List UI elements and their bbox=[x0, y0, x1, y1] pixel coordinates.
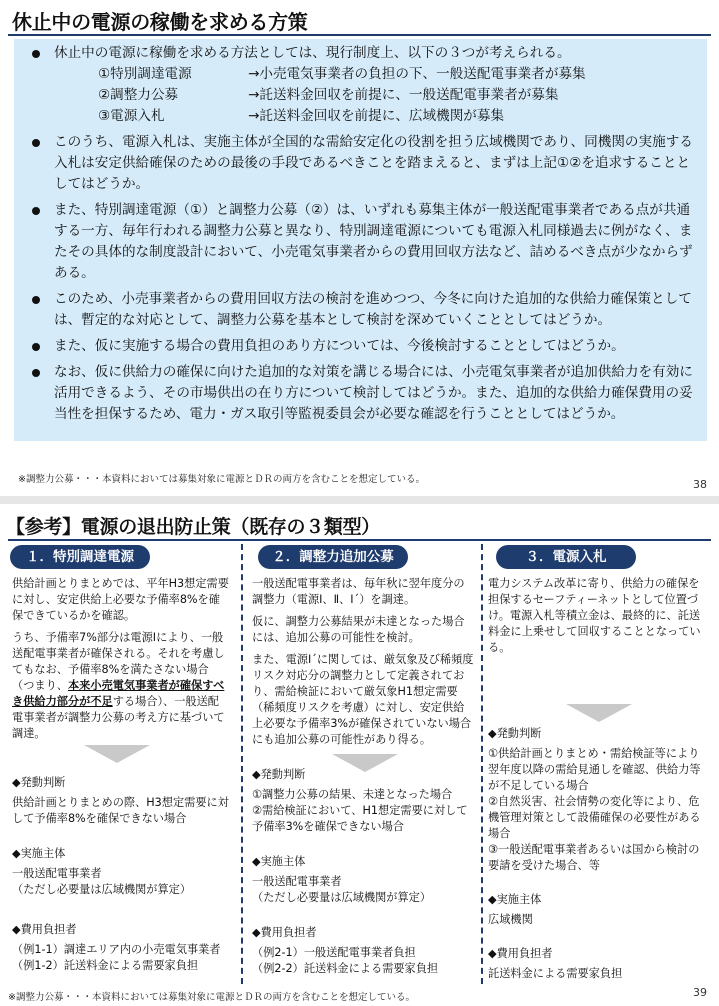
footnote: ※調整力公募・・・本資料においては募集対象に電源とＤＲの両方を含むことを想定している。 bbox=[8, 992, 415, 1003]
page-number: 38 bbox=[693, 478, 707, 491]
paragraph: 一般送配電事業者は、毎年秋に翌年度分の調整力（電源Ⅰ、Ⅱ、Ⅰ´）を調達。 bbox=[252, 577, 465, 606]
paragraph: また、電源Ⅰ´に関しては、厳気象及び稀頻度リスク対応分の調整力として定義されており、需給検証において厳気象H1想定需要（稀頻度リスクを考慮）に対し、安定供給上必要な予備率3%が確保されていない場合にも追加公募の可能性があり得る。 bbox=[252, 653, 474, 746]
bullet-dot-icon bbox=[32, 50, 40, 58]
bullet-dot-icon bbox=[32, 343, 40, 351]
bullet-text: このうち、電源入札は、実施主体が全国的な需給安定化の役割を担う広域機関であり、同機関の実施する入札は安定供給確保のための最後の手段であるべきことを踏まえると、まずは上記①②を追求することとしてはどうか。 bbox=[54, 134, 693, 192]
bullet-text: このため、小売事業者からの費用回収方法の検討を進めつつ、今冬に向けた追加的な供給力確保策としては、暫定的な対応として、調整力公募を基本として検討を深めていくこととしてはどうか。 bbox=[54, 291, 692, 328]
section-text: （ただし必要量は広域機関が算定） bbox=[12, 883, 192, 896]
down-arrow-icon bbox=[84, 745, 150, 763]
down-arrow-icon bbox=[566, 704, 632, 722]
section-heading: ◆費用負担者 bbox=[12, 923, 77, 936]
section-text: ②自然災害、社会情勢の変化等により、危機管理対策として設備確保の必要性がある場合 bbox=[488, 795, 701, 840]
section-text: （例2-1）一般送配電事業者負担 bbox=[252, 946, 416, 959]
method-row bbox=[54, 85, 693, 106]
paragraph-text: する場合）、一般送配電事業者が調整力公募の考え方に基づいて調達。 bbox=[12, 695, 225, 740]
bullet-text: また、仮に実施する場合の費用負担のあり方については、今後検討することとしてはどうか。 bbox=[54, 338, 625, 354]
title-underline bbox=[8, 539, 711, 541]
column-divider bbox=[481, 544, 483, 984]
method-desc: →小売電気事業者の負担の下、一般送配電事業者が募集 bbox=[248, 66, 586, 82]
bullet-text: 休止中の電源に稼働を求める方法としては、現行制度上、以下の３つが考えられる。 bbox=[54, 45, 571, 61]
column-2-trigger bbox=[252, 767, 476, 835]
bullet-item bbox=[32, 336, 693, 357]
bullet-item bbox=[32, 200, 693, 284]
column-1-description bbox=[12, 576, 230, 748]
emphasis-text: 本来小売電気事業者が確保すべき供給力部分が不足 bbox=[12, 679, 225, 708]
slide-title: 【参考】電源の退出防止策（既存の３類型） bbox=[6, 516, 381, 538]
slide-title: 休止中の電源の稼働を求める方策 bbox=[12, 10, 308, 34]
method-desc: →託送料金回収を前提に、一般送配電事業者が募集 bbox=[248, 87, 559, 103]
method-row bbox=[54, 64, 693, 85]
section-text: ③一般送配電事業者あるいは国から検討の要請を受けた場合、等 bbox=[488, 843, 700, 872]
section-text: 供給計画とりまとめの際、H3想定需要に対して予備率8%を確保できない場合 bbox=[12, 796, 229, 825]
bullet-item bbox=[32, 132, 693, 195]
bullet-intro bbox=[32, 43, 693, 127]
section-heading: ◆実施主体 bbox=[12, 847, 66, 860]
section-heading: ◆費用負担者 bbox=[488, 947, 553, 960]
bullet-text: なお、仮に供給力の確保に向けた追加的な対策を講じる場合には、小売電気事業者が追加供給力を有効に活用できるよう、その市場供出の在り方について検討してはどうか。また、追加的な供給力確保費用の妥当性を担保するため、電力・ガス取引等監視委員会が必要な確認を行うこととしてはどうか。 bbox=[54, 364, 693, 422]
section-text: ①調整力公募の結果、未達となった場合 bbox=[252, 788, 453, 801]
column-3-actor bbox=[488, 892, 710, 928]
column-heading-3: ３．電源入札 bbox=[496, 545, 636, 569]
method-name: ③電源入札 bbox=[98, 108, 165, 124]
column-1-trigger bbox=[12, 775, 230, 827]
column-3-trigger bbox=[488, 726, 710, 874]
section-text: （例2-2）託送料金による需要家負担 bbox=[252, 962, 439, 975]
section-text: 一般送配電事業者 bbox=[252, 875, 342, 888]
paragraph: 供給計画とりまとめでは、平年H3想定需要に対し、安定供給上必要な予備率8%を確保できているかを確認。 bbox=[12, 577, 229, 622]
method-name: ①特別調達電源 bbox=[98, 66, 192, 82]
section-heading: ◆実施主体 bbox=[252, 855, 306, 868]
column-heading-1: １．特別調達電源 bbox=[10, 545, 150, 569]
slide-38 bbox=[0, 0, 719, 496]
section-heading: ◆発動判断 bbox=[488, 727, 542, 740]
paragraph: 仮に、調整力公募結果が未達となった場合には、追加公募の可能性を検討。 bbox=[252, 615, 465, 644]
column-2-cost bbox=[252, 925, 476, 977]
method-name: ②調整力公募 bbox=[98, 87, 179, 103]
bullet-item bbox=[32, 289, 693, 331]
section-text: （例1-1）調達エリア内の小売電気事業者 bbox=[12, 943, 221, 956]
slide-39 bbox=[0, 504, 719, 1006]
content-box bbox=[14, 39, 707, 441]
bullet-text: また、特別調達電源（①）と調整力公募（②）は、いずれも募集主体が一般送配電事業者である点が共通する一方、毎年行われる調整力公募と異なり、特別調達電源についても電源入札同様過去に例がなく、またその具体的な制度設計において、小売電気事業者からの費用回収方法など、詰めるべき点が少なからずある。 bbox=[54, 202, 693, 281]
method-row bbox=[54, 106, 693, 127]
method-desc: →託送料金回収を前提に、広域機関が募集 bbox=[248, 108, 505, 124]
paragraph: 電力システム改革に寄り、供給力の確保を担保するセーフティーネットとして位置づけ。電源入札等積立金は、最終的に、託送料金に上乗せして回収することとなっている。 bbox=[488, 577, 701, 654]
title-underline bbox=[8, 34, 711, 36]
column-divider bbox=[241, 544, 243, 984]
bullet-dot-icon bbox=[32, 139, 40, 147]
section-text: 広域機関 bbox=[488, 913, 533, 926]
slide-separator bbox=[0, 496, 719, 504]
section-heading: ◆実施主体 bbox=[488, 893, 542, 906]
section-text: 一般送配電事業者 bbox=[12, 867, 102, 880]
paragraph bbox=[12, 630, 230, 742]
section-text: （例1-2）託送料金による需要家負担 bbox=[12, 959, 199, 972]
bullet-dot-icon bbox=[32, 369, 40, 377]
column-3-description bbox=[488, 576, 710, 662]
section-text: （ただし必要量は広域機関が算定） bbox=[252, 891, 432, 904]
section-text: 託送料金による需要家負担 bbox=[488, 967, 623, 980]
column-2-description bbox=[252, 576, 474, 754]
column-3-cost bbox=[488, 946, 710, 982]
column-1-actor bbox=[12, 846, 230, 898]
page-number: 39 bbox=[693, 986, 707, 999]
column-1-cost bbox=[12, 922, 238, 974]
bullet-item bbox=[32, 362, 693, 425]
column-2-actor bbox=[252, 854, 476, 906]
bullet-dot-icon bbox=[32, 296, 40, 304]
footnote: ※調整力公募・・・本資料においては募集対象に電源とＤＲの両方を含むことを想定している。 bbox=[18, 474, 425, 485]
section-heading: ◆発動判断 bbox=[252, 768, 306, 781]
section-heading: ◆発動判断 bbox=[12, 776, 66, 789]
section-text: ②需給検証において、H1想定需要に対して予備率3%を確保できない場合 bbox=[252, 804, 468, 833]
paragraph-text: うち、予備率7%部分は電源Ⅰにより、一般送配電事業者が確保される。それを考慮してもなお、予備率8%を満たさない場合（つまり、 bbox=[12, 631, 225, 692]
section-text: ①供給計画とりまとめ・需給検証等により翌年度以降の需給見通しを確認、供給力等が不足している場合 bbox=[488, 747, 701, 792]
column-heading-2: ２．調整力追加公募 bbox=[258, 545, 408, 569]
section-heading: ◆費用負担者 bbox=[252, 926, 317, 939]
bullet-dot-icon bbox=[32, 207, 40, 215]
